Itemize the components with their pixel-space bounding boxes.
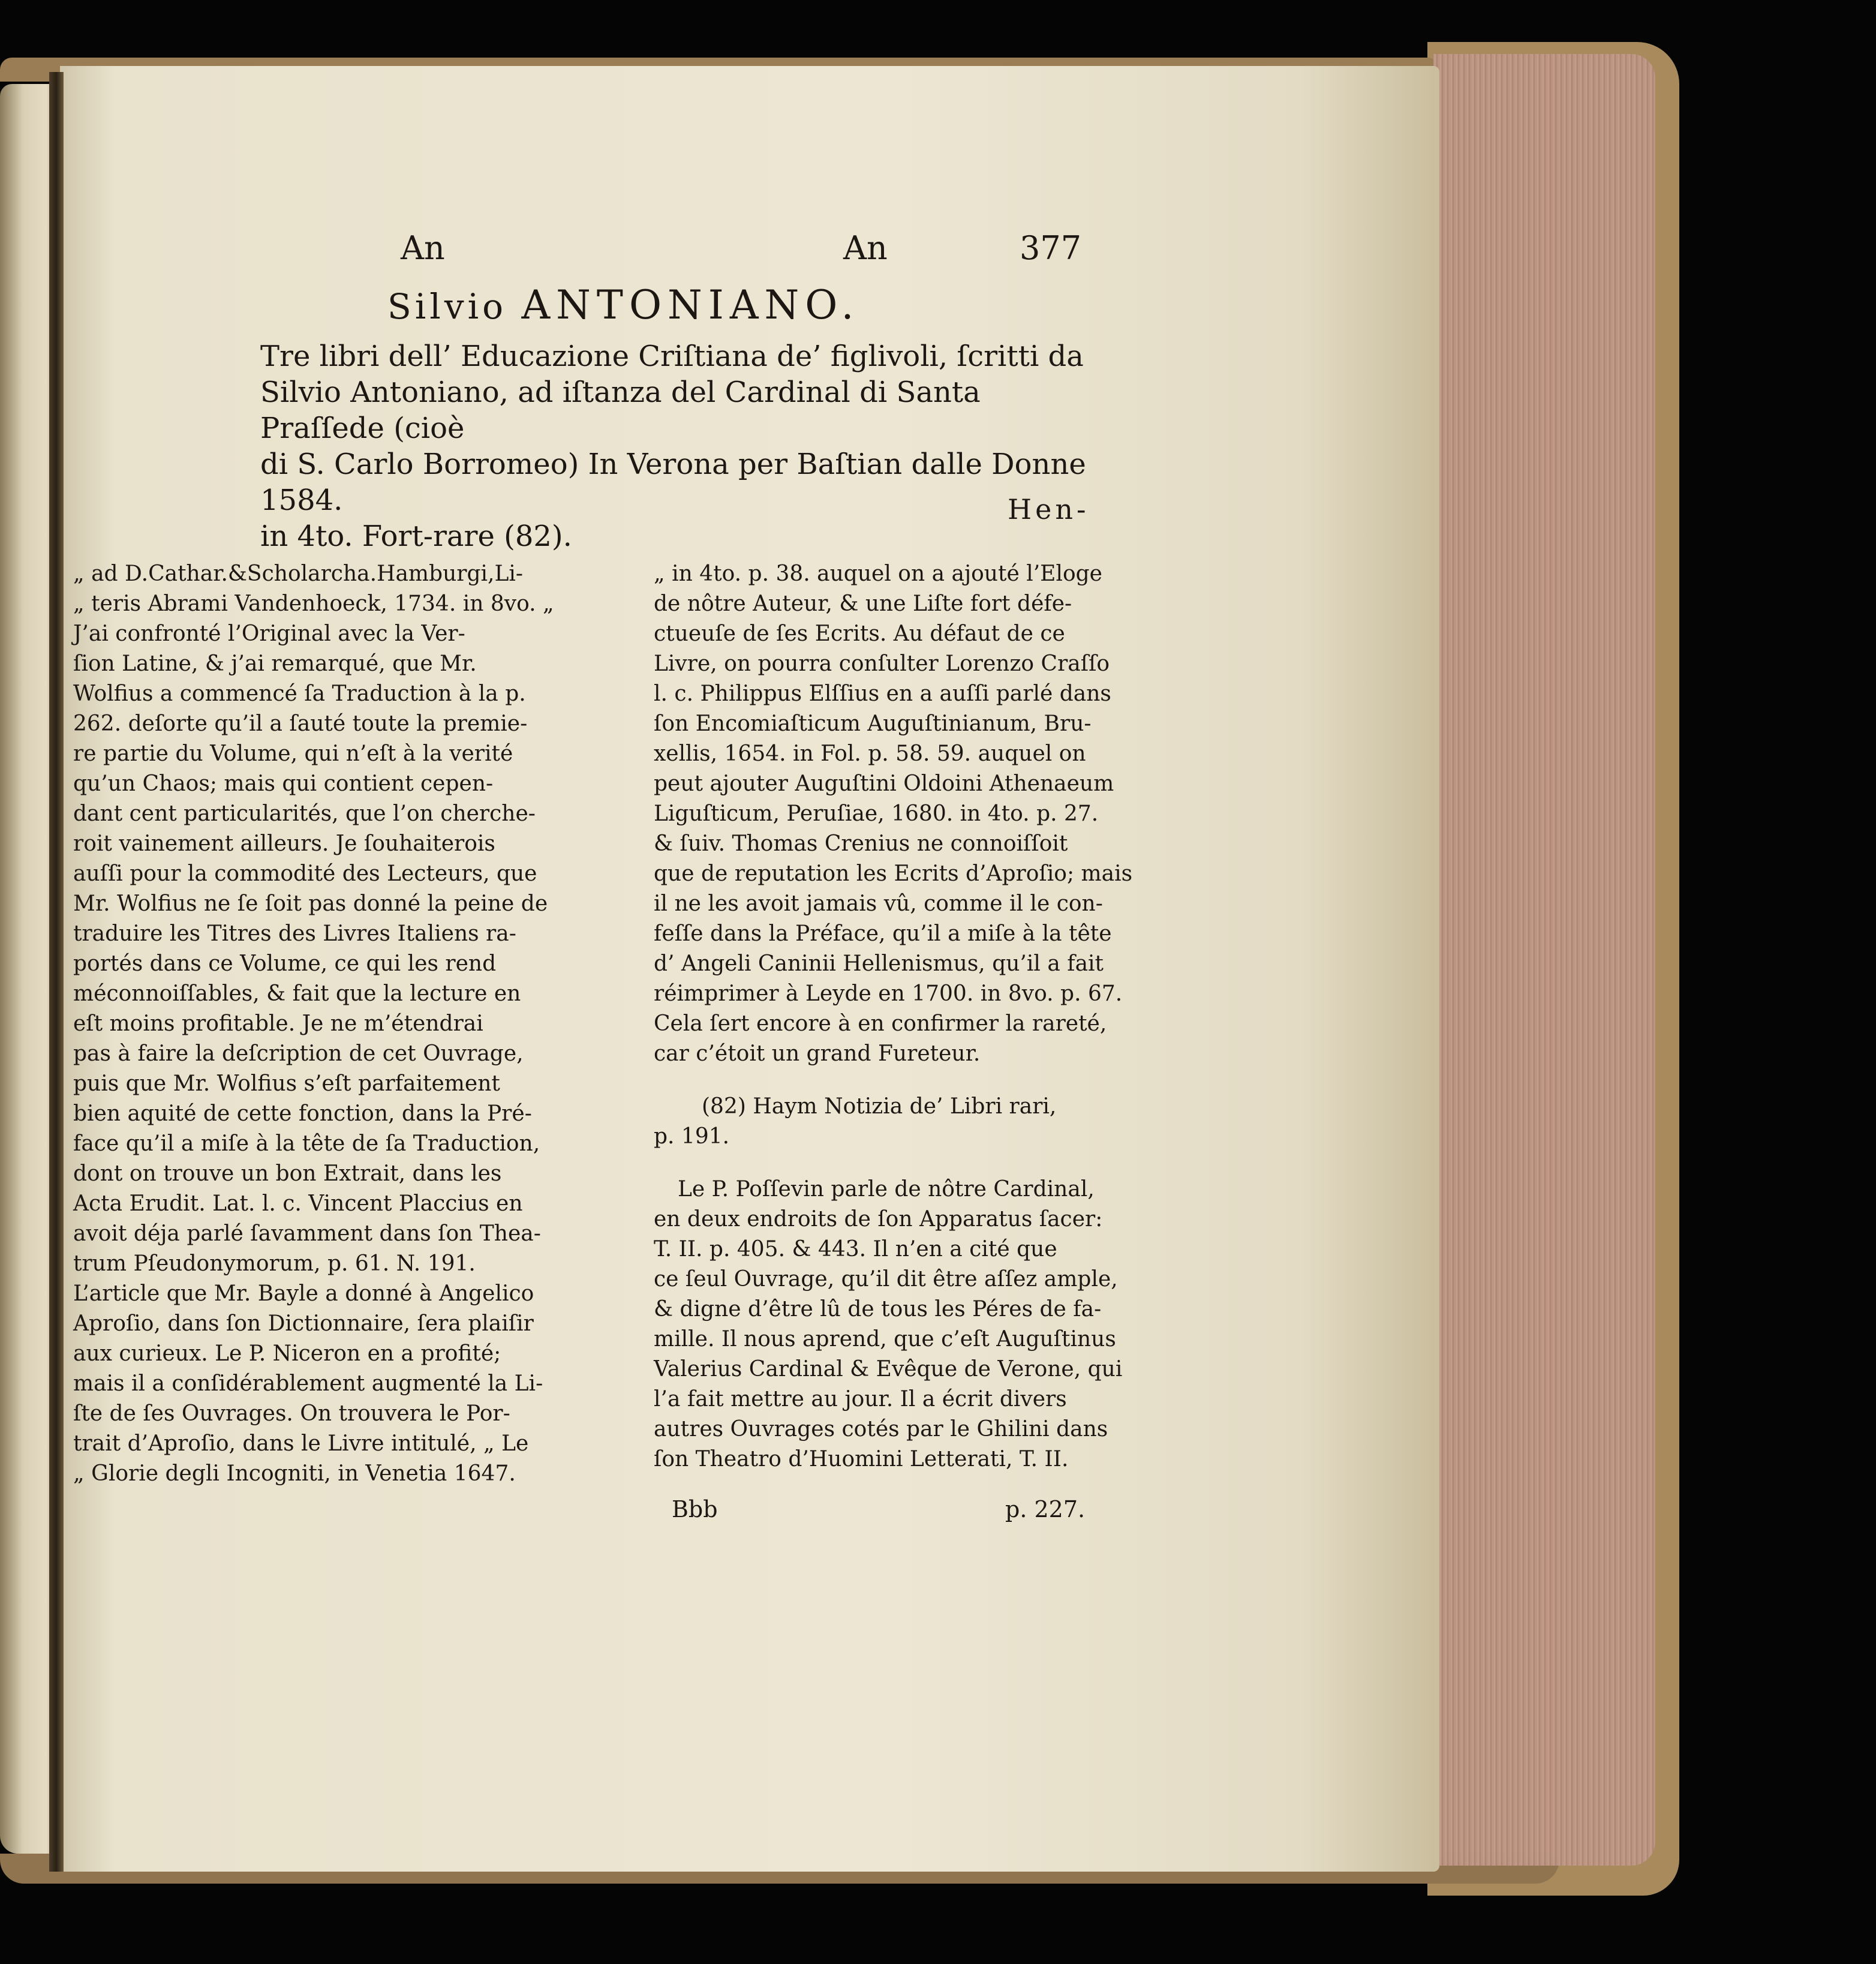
text-line: car c’étoit un grand Fureteur.: [654, 1041, 981, 1066]
text-line: re partie du Volume, qui n’eſt à la verité: [73, 741, 513, 766]
book-gutter: [49, 72, 64, 1872]
text-line: qu’un Chaos; mais qui contient cepen-: [73, 771, 494, 796]
text-line: dant cent particularités, que l’on cherche-: [73, 801, 536, 826]
text-line: Le P. Poſſevin parle de nôtre Cardinal,: [678, 1177, 1095, 1202]
text-line: T. II. p. 405. & 443. Il n’en a cité que: [654, 1237, 1057, 1262]
text-line: ſte de ſes Ouvrages. On trouvera le Por-: [73, 1401, 510, 1426]
text-line: „ ad D.Cathar.&Scholarcha.Hamburgi,Li-: [73, 561, 524, 586]
text-line: „ teris Abrami Vandenhoeck, 1734. in 8vo. „: [73, 591, 554, 616]
text-line: l’a fait mettre au jour. Il a écrit divers: [654, 1387, 1067, 1412]
entry-intro: [260, 338, 1112, 554]
text-line: roit vainement ailleurs. Je ſouhaiterois: [73, 831, 495, 856]
entry-title: [387, 282, 860, 328]
text-line: Acta Erudit. Lat. l. c. Vincent Placcius en: [73, 1191, 523, 1216]
text-line: Liguſticum, Peruſiae, 1680. in 4to. p. 27.: [654, 801, 1099, 826]
text-line: ſon Encomiaſticum Auguſtinianum, Bru-: [654, 711, 1092, 736]
title-first-name: Silvio: [387, 286, 507, 327]
intro-line: di S. Carlo Borromeo) In Verona per Baſtian dalle Donne 1584.: [260, 448, 1086, 517]
text-line: en deux endroits de ſon Apparatus ſacer:: [654, 1207, 1103, 1232]
text-line: peut ajouter Auguſtini Oldoini Athenaeum: [654, 771, 1114, 796]
right-column: [654, 559, 1170, 1474]
text-line: trum Pſeudonymorum, p. 61. N. 191.: [73, 1251, 476, 1276]
text-line: mais il a conſidérablement augmenté la Li-: [73, 1371, 543, 1396]
text-line: „ Glorie degli Incogniti, in Venetia 1647.: [73, 1461, 516, 1486]
text-line: il ne les avoit jamais vû, comme il le con-: [654, 891, 1103, 916]
text-line: mille. Il nous aprend, que c’eſt Auguſtinus: [654, 1327, 1116, 1352]
intro-line: Tre libri dell’ Educazione Criſtiana de’ figlivoli, ſcritti da: [260, 340, 1084, 373]
text-line: Aproſio, dans ſon Dictionnaire, ſera plaiſir: [73, 1311, 534, 1336]
text-line: face qu’il a miſe à la tête de ſa Traduction,: [73, 1131, 540, 1156]
text-line: traduire les Titres des Livres Italiens ra-: [73, 921, 516, 946]
text-line: feſſe dans la Préface, qu’il a miſe à la tête: [654, 921, 1112, 946]
text-line: ctueuſe de ſes Ecrits. Au défaut de ce: [654, 621, 1065, 646]
text-line: dont on trouve un bon Extrait, dans les: [73, 1161, 502, 1186]
text-line: & digne d’être lû de tous les Péres de fa-: [654, 1297, 1102, 1322]
text-line: L’article que Mr. Bayle a donné à Angelico: [73, 1281, 534, 1306]
text-line: autres Ouvrages cotés par le Ghilini dans: [654, 1417, 1108, 1442]
text-line: avoit déja parlé ſavamment dans ſon Thea-: [73, 1221, 541, 1246]
intro-line: in 4to. Fort-rare (82).: [260, 519, 572, 553]
text-line: méconnoiſſables, & fait que la lecture en: [73, 981, 521, 1006]
text-line: xellis, 1654. in Fol. p. 58. 59. auquel on: [654, 741, 1086, 766]
running-head-center: An: [843, 229, 888, 267]
text-line: ce ſeul Ouvrage, qu’il dit être aſſez ample,: [654, 1267, 1118, 1292]
text-line: d’ Angeli Caninii Hellenismus, qu’il a fait: [654, 951, 1104, 976]
text-line: ſon Theatro d’Huomini Letterati, T. II.: [654, 1447, 1069, 1472]
text-line: l. c. Philippus Elſſius en a auſſi parlé dans: [654, 681, 1111, 706]
title-surname: ANTONIANO.: [521, 282, 860, 328]
text-line: 262. deſorte qu’il a ſauté toute la premie-: [73, 711, 528, 736]
page-number: 377: [1020, 229, 1082, 267]
text-line: réimprimer à Leyde en 1700. in 8vo. p. 67.: [654, 981, 1123, 1006]
intro-line: Silvio Antoniano, ad iſtanza del Cardinal di Santa Praſſede (cioè: [260, 376, 981, 445]
text-line: „ in 4to. p. 38. auquel on a ajouté l’Eloge: [654, 561, 1102, 586]
text-line: trait d’Aproſio, dans le Livre intitulé, „ Le: [73, 1431, 529, 1456]
text-line: Cela ſert encore à en confirmer la rareté,: [654, 1011, 1107, 1036]
text-line: eſt moins profitable. Je ne m’étendrai: [73, 1011, 483, 1036]
text-line: aux curieux. Le P. Niceron en a profité;: [73, 1341, 501, 1366]
text-line: pas à faire la deſcription de cet Ouvrage,: [73, 1041, 524, 1066]
text-line: Valerius Cardinal & Evêque de Verone, qui: [654, 1357, 1123, 1382]
text-line: Mr. Wolfius ne ſe ſoit pas donné la peine de: [73, 891, 548, 916]
left-column: [73, 559, 589, 1489]
text-line: puis que Mr. Wolfius s’eſt parfaitement: [73, 1071, 500, 1096]
text-line: que de reputation les Ecrits d’Aproſio; mais: [654, 861, 1133, 886]
text-line: portés dans ce Volume, ce qui les rend: [73, 951, 497, 976]
text-line: auſſi pour la commodité des Lecteurs, que: [73, 861, 537, 886]
text-line: de nôtre Auteur, & une Liſte fort défe-: [654, 591, 1072, 616]
footnote-line: (82) Haym Notizia de’ Libri rari,: [702, 1094, 1057, 1119]
text-line: Livre, on pourra conſulter Lorenzo Craſſo: [654, 651, 1110, 676]
text-line: J’ai confronté l’Original avec la Ver-: [73, 621, 465, 646]
catchword-top: Hen-: [1008, 493, 1090, 525]
page-fore-edge: [1433, 54, 1655, 1866]
text-line: ſion Latine, & j’ai remarqué, que Mr.: [73, 651, 477, 676]
catchword-bottom: p. 227.: [1005, 1496, 1086, 1522]
footnote-line: p. 191.: [654, 1124, 730, 1149]
text-line: & ſuiv. Thomas Crenius ne connoiſſoit: [654, 831, 1068, 856]
signature-mark: Bbb: [672, 1496, 718, 1522]
text-line: bien aquité de cette fonction, dans la Pré-: [73, 1101, 532, 1126]
text-line: Wolfius a commencé ſa Traduction à la p.: [73, 681, 526, 706]
running-head-left: An: [401, 229, 445, 267]
